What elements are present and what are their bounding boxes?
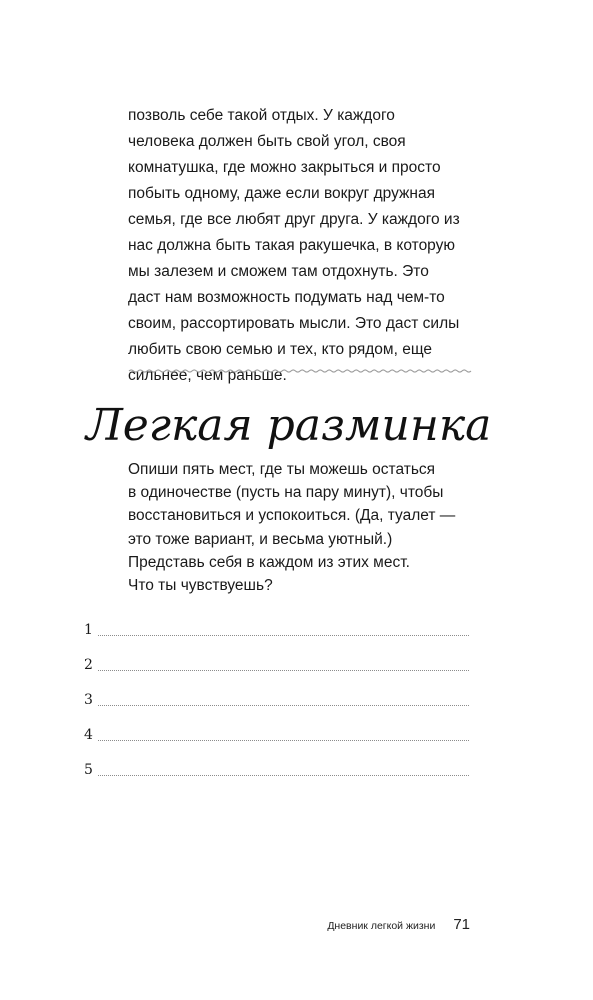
- section-title: [84, 392, 492, 458]
- answer-line-5[interactable]: [98, 775, 469, 776]
- prompt-line: Представь себя в каждом из этих мест.: [128, 553, 410, 571]
- body-line: семья, где все любят друг друга. У каждого из: [128, 211, 460, 228]
- prompt-line: это тоже вариант, и весьма уютный.): [128, 530, 393, 548]
- page-number: 71: [453, 916, 470, 933]
- wavy-divider-icon: [129, 365, 469, 377]
- answer-list: [84, 604, 469, 779]
- body-line: сильнее, чем раньше.: [128, 367, 287, 384]
- answer-row: [84, 709, 469, 744]
- answer-number: 1: [84, 622, 93, 638]
- exercise-prompt: [128, 458, 473, 597]
- prompt-line: восстановиться и успокоиться. (Да, туалет —: [128, 507, 456, 525]
- body-line: любить свою семью и тех, кто рядом, еще: [128, 341, 433, 358]
- prompt-line: Опиши пять мест, где ты можешь остаться: [128, 461, 436, 478]
- answer-number: 4: [84, 727, 93, 743]
- answer-number: 5: [84, 762, 93, 778]
- answer-row: [84, 744, 469, 779]
- body-paragraph: [128, 103, 473, 389]
- body-line: позволь себе такой отдых. У каждого: [128, 107, 395, 124]
- body-line: человека должен быть свой угол, своя: [128, 133, 406, 150]
- answer-row: [84, 674, 469, 709]
- page-footer: [310, 916, 470, 940]
- book-title: Дневник легкой жизни: [327, 920, 436, 932]
- body-line: мы залезем и сможем там отдохнуть. Это: [128, 263, 429, 280]
- answer-row: [84, 639, 469, 674]
- body-line: комнатушка, где можно закрыться и просто: [128, 159, 441, 176]
- answer-number: 3: [84, 692, 93, 708]
- section-title-text: Легкая разминка: [86, 400, 492, 451]
- prompt-line: в одиночестве (пусть на пару минут), чтобы: [128, 484, 444, 502]
- body-line: нас должна быть такая ракушечка, в которую: [128, 237, 456, 254]
- body-line: побыть одному, даже если вокруг дружная: [128, 185, 435, 202]
- answer-line-3[interactable]: [98, 705, 469, 706]
- prompt-line: Что ты чувствуешь?: [128, 577, 273, 595]
- body-line: своим, рассортировать мысли. Это даст силы: [128, 315, 460, 332]
- answer-number: 2: [84, 657, 93, 673]
- answer-line-2[interactable]: [98, 670, 469, 671]
- body-line: даст нам возможность подумать над чем-то: [128, 289, 445, 306]
- answer-line-1[interactable]: [98, 635, 469, 636]
- answer-line-4[interactable]: [98, 740, 469, 741]
- answer-row: [84, 604, 469, 639]
